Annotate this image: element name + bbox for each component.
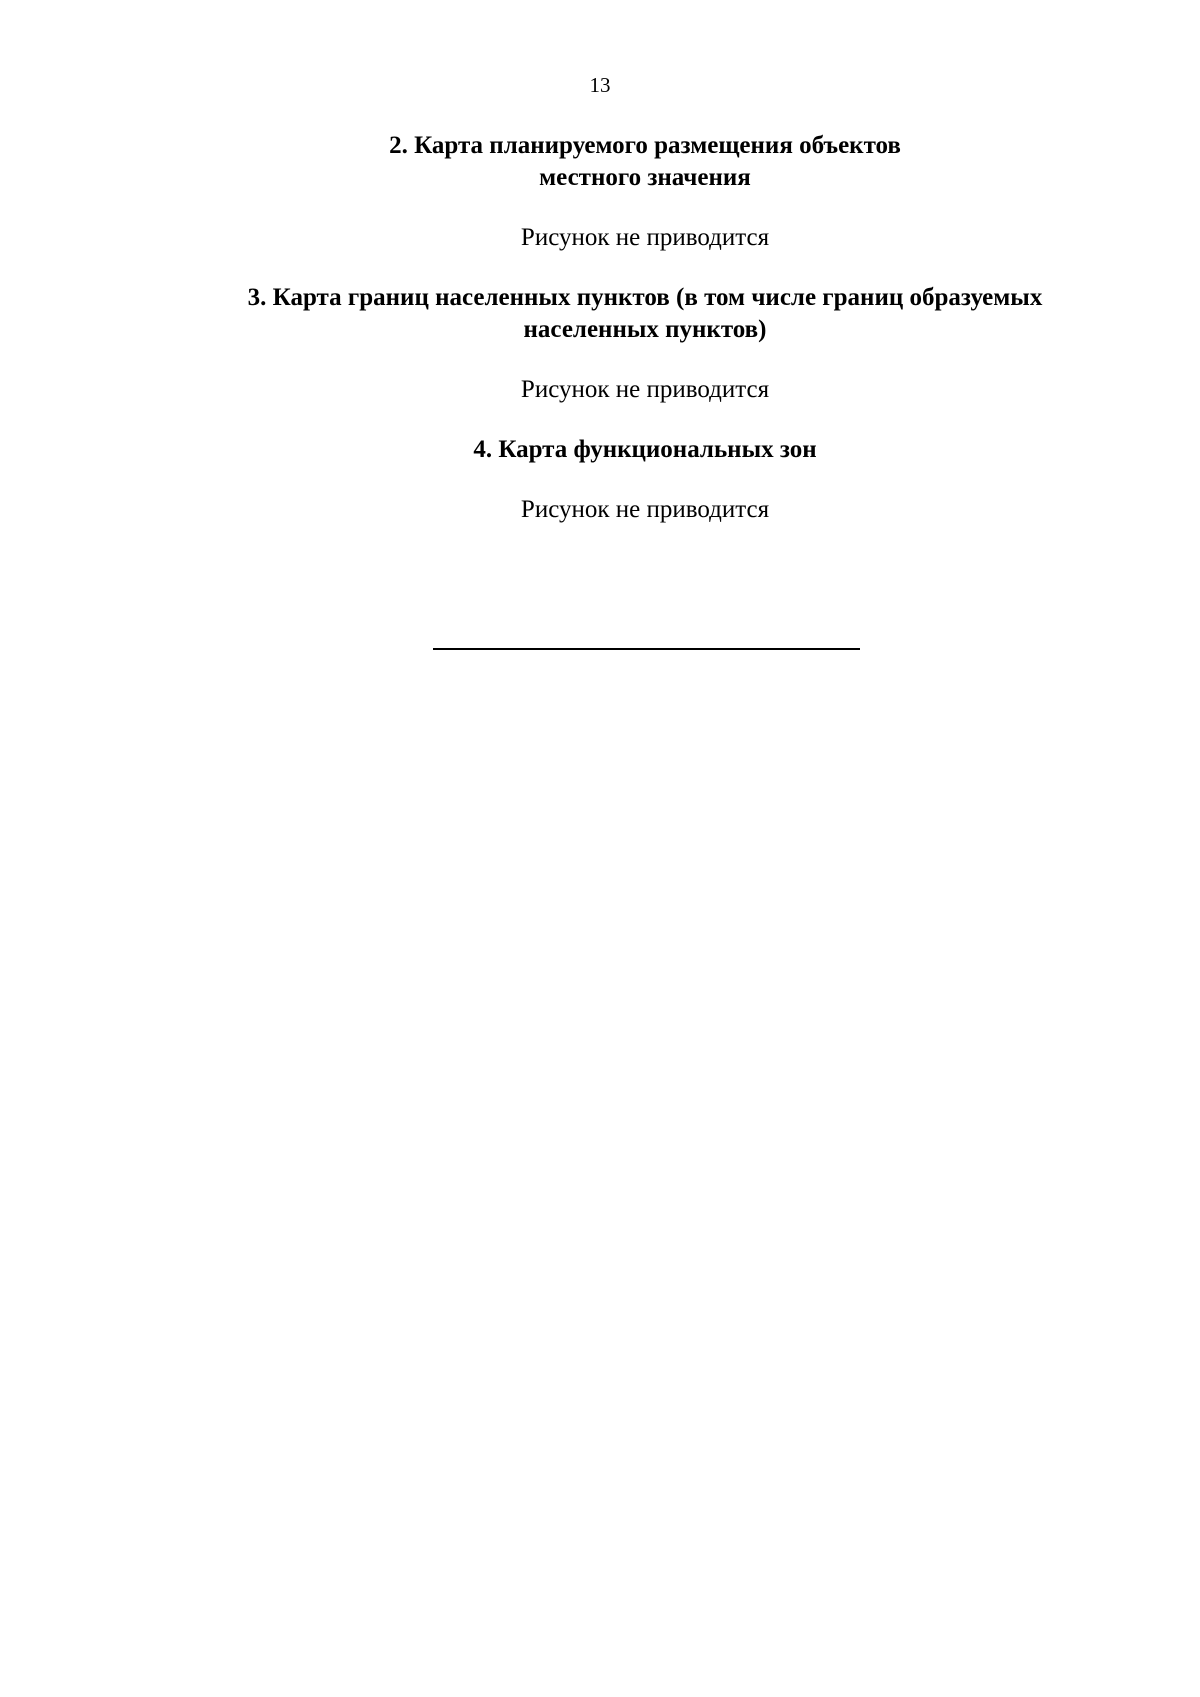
- page-content: [150, 130, 1140, 526]
- section-heading: [150, 434, 1140, 466]
- section-settlement-boundaries-map: [150, 282, 1140, 406]
- section-functional-zones-map: [150, 434, 1140, 526]
- heading-line: 2. Карта планируемого размещения объектов: [389, 132, 901, 159]
- figure-omitted-note: Рисунок не приводится: [520, 376, 770, 403]
- heading-line: 4. Карта функциональных зон: [473, 436, 817, 463]
- section-local-objects-map: [150, 130, 1140, 254]
- section-heading: [150, 282, 1140, 346]
- document-end-rule: [433, 648, 860, 650]
- heading-line: местного значения: [539, 164, 751, 191]
- section-heading: [150, 130, 1140, 194]
- figure-omitted-note: Рисунок не приводится: [520, 496, 770, 523]
- page-number: 13: [589, 73, 611, 97]
- figure-omitted-note: Рисунок не приводится: [520, 224, 770, 251]
- heading-line: населенных пунктов): [523, 316, 767, 343]
- heading-line: 3. Карта границ населенных пунктов (в том числе границ образуемых: [247, 284, 1043, 311]
